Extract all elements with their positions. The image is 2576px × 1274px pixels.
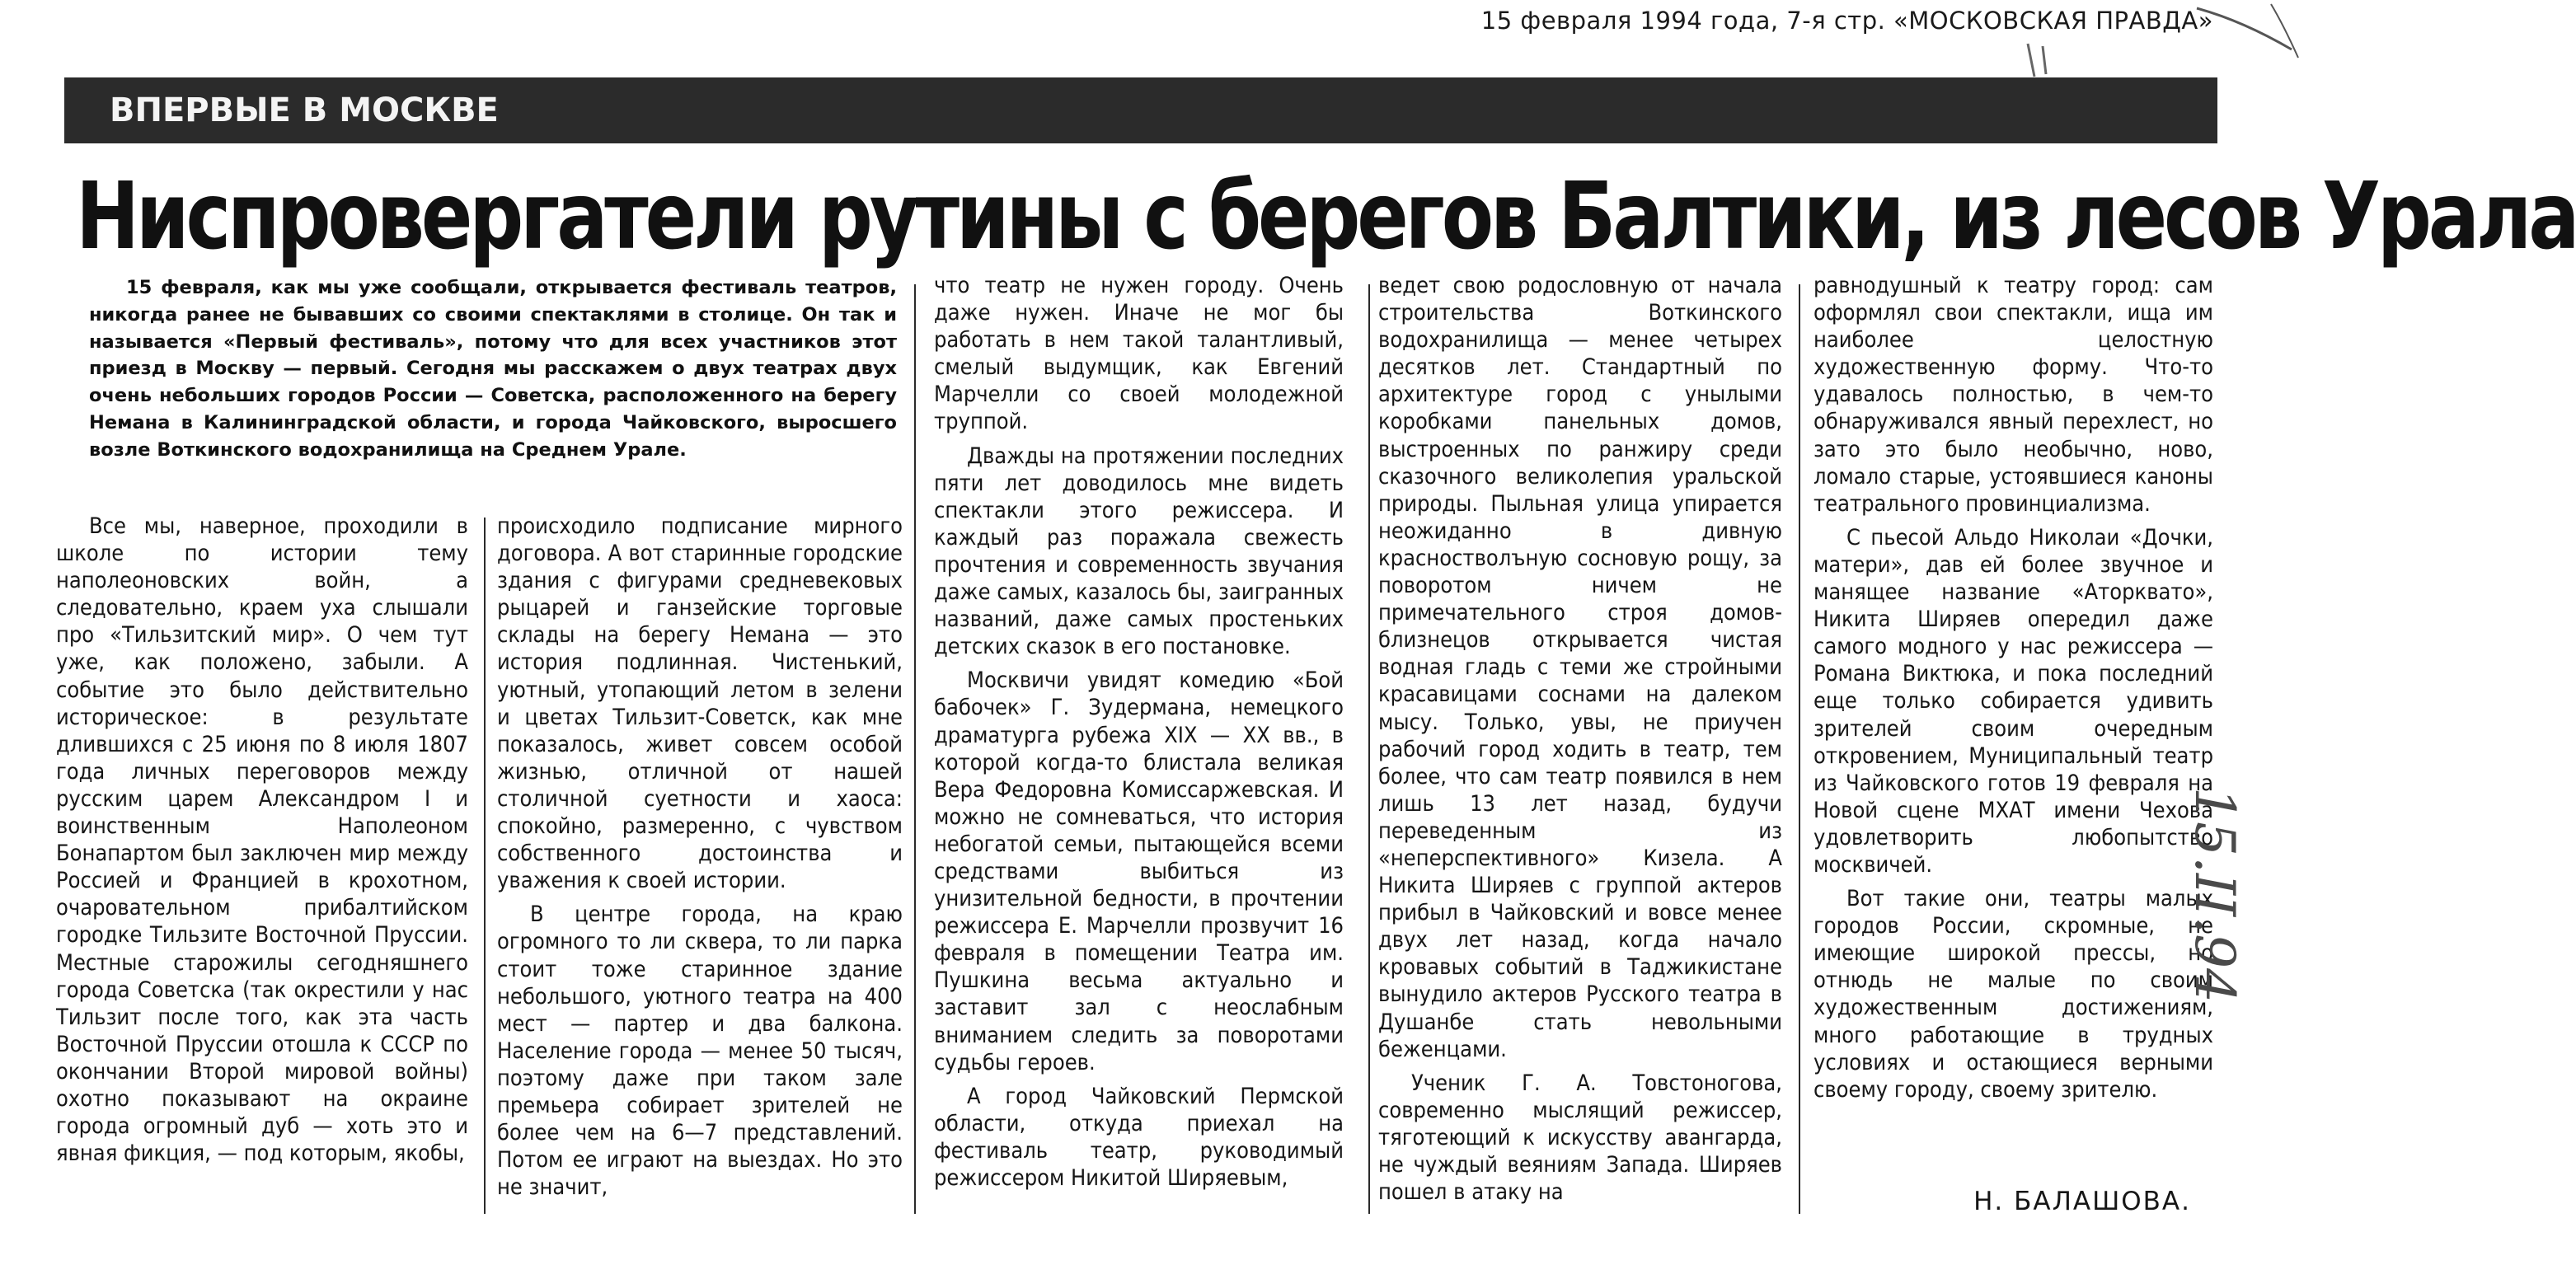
column-rule	[1799, 284, 1800, 1214]
paragraph: Дважды на протяжении последних пяти лет доводилось мне видеть спектакли этого режиссера. И каждый раз поражала свежесть прочтения и современность звучания даже самых, казалось бы, заигранных названий, даже самых простеньких детских сказок в его постановке.	[934, 443, 1344, 660]
article-lead	[89, 274, 897, 464]
column-rule	[1368, 284, 1370, 1214]
lead-paragraph: 15 февраля, как мы уже сообщали, открывается фестиваль театров, никогда ранее не бывавших со своими спектаклями в столице. Он так и называется «Первый фестиваль», потому что для всех участников этот приезд в Москву — первый. Сегодня мы расскажем о двух театрах двух очень небольших городов России — Советска, расположенного на берегу Немана в Калининградской области, и города Чайковского, выросшего возле Воткинского водохранилища на Среднем Урале.	[89, 277, 897, 461]
pen-mark	[2193, 0, 2308, 66]
column-rule	[914, 284, 916, 1214]
paragraph: Москвичи увидят комедию «Бой бабочек» Г. Зудермана, немецкого драматурга рубежа XIX — XX вв., в которой когда-то блистала великая Вера Федоровна Комиссаржевская. И можно не сомневаться, что история небогатой семьи, пытающейся всеми средствами выбиться из унизительной бедности, в прочтении режиссера Е. Марчелли прозвучит 16 февраля в помещении Театра им. Пушкина весьма актуально и заставит зал с неослабным вниманием следить за поворотами судьбы героев.	[934, 667, 1344, 1075]
column-3	[934, 272, 1344, 1198]
paragraph: Вот такие они, театры малых городов России, скромные, не имеющие широкой прессы, но отнюдь не малые по своим художественным достижениям, много работающие в трудных условиях и остающиеся верными своему городу, своему зрителю.	[1814, 886, 2213, 1103]
author-signature: Н. БАЛАШОВА.	[1973, 1187, 2191, 1216]
paragraph: А город Чайковский Пермской области, откуда приехал на фестиваль театр, руководимый режиссером Никитой Ширяевым,	[934, 1083, 1344, 1191]
paragraph: происходило подписание мирного договора. А вот старинные городские здания с фигурами средневековых рыцарей и ганзейские торговые склады на берегу Немана — это история подлинная. Чистенький, уютный, утопающий летом в зелени и цветах Тильзит-Советск, как мне показалось, живет совсем особой жизнью, отличной от нашей столичной суетности и хаоса: спокойно, размеренно, с чувством собственного достоинства и уважения к своей истории.	[497, 513, 903, 894]
pen-mark	[2020, 40, 2069, 81]
paragraph: ведет свою родословную от начала строительства Воткинского водохранилища — менее четырех десятков лет. Стандартный по архитектуре город с унылыми коробками панельных домов, выстроенных по ранжиру среди сказочного великолепия уральской природы. Пыльная улица упирается неожиданно в дивную красностволъную сосновую рощу, за поворотом ничем не примечательного строя домов-близнецов открывается чистая водная гладь с теми же стройными красавицами соснами на далеком мысу. Только, увы, не приучен рабочий город ходить в театр, тем более, что сам театр появился в нем лишь 13 лет назад, будучи переведенным из «неперспективного» Кизела. А Никита Ширяев с группой актеров прибыл в Чайковский и вовсе менее двух лет назад, когда начало кровавых событий в Таджикистане вынудило актеров Русского театра в Душанбе стать невольными беженцами.	[1378, 273, 1782, 1062]
rubric-label: ВПЕРВЫЕ В МОСКВЕ	[110, 91, 499, 129]
paragraph: В центре города, на краю огромного то ли сквера, то ли парка стоит тоже старинное здание небольшого, уютного театра на 400 мест — партер и два балкона. Население города — менее 50 тысяч, поэтому даже при таком зале премьера собирает зрителей не более чем на 6—7 представлений. Потом ее играют на выездах. Но это не значит,	[497, 902, 903, 1201]
paragraph: Все мы, наверное, проходили в школе по истории тему наполеоновских войн, а следовательно, краем уха слышали про «Тильзитский мир». О чем тут уже, как положено, забыли. А событие это было действительно историческое: в результате длившихся с 25 июня по 8 июля 1807 года личных переговоров между русским царем Александром I и воинственным Наполеоном Бонапартом был заключен мир между Россией и Францией в крохотном, очаровательном прибалтийском городке Тильзите Восточной Пруссии. Местные старожилы сегодняшнего города Советска (так окрестили у нас Тильзит после того, как эта часть Восточной Пруссии отошла к СССР по окончании Второй мировой войны) охотно показывают на окраине города огромный дуб — хоть это и явная фикция, — под которым, якобы,	[56, 513, 468, 1167]
column-5	[1814, 272, 2213, 1110]
paragraph: равнодушный к театру город: сам оформлял свои спектакли, ища им наиболее целостную художественную форму. Что-то удавалось полностью, в чем-то обнаруживался явный перехлест, но зато это было необычно, ново, ломало старые, устоявшиеся каноны театрального провинциализма.	[1814, 273, 2213, 517]
paragraph: что театр не нужен городу. Очень даже нужен. Иначе не мог бы работать в нем такой талантливый, смелый выдумщик, как Евгений Марчелли со своей молодежной труппой.	[934, 273, 1344, 435]
dateline: 15 февраля 1994 года, 7-я стр. «МОСКОВСКАЯ ПРАВДА»	[1480, 7, 2213, 35]
column-4	[1378, 272, 1782, 1212]
paragraph: Ученик Г. А. Товстоногова, современно мыслящий режиссер, тяготеющий к искусству авангарда, не чуждый веяниям Запада. Ширяев пошел в атаку на	[1378, 1070, 1782, 1206]
column-1	[56, 513, 468, 1173]
column-rule	[484, 518, 486, 1214]
article-headline: Ниспровергатели рутины с берегов Балтики, из лесов Урала	[76, 163, 2576, 270]
section-rubric	[64, 77, 2217, 143]
column-2	[497, 513, 903, 1207]
paragraph: С пьесой Альдо Николаи «Дочки, матери», дав ей более звучное и манящее название «Аторквато», Никита Ширяев опередил даже самого модного у нас режиссера — Романа Виктюка, и пока последний еще только собирается удивить зрителей своим очередным откровением, Муниципальный театр из Чайковского готов 19 февраля на Новой сцене МХАТ имени Чехова удовлетворить любопытство москвичей.	[1814, 524, 2213, 878]
handwritten-date-note: 15.II.94	[2183, 787, 2246, 1004]
